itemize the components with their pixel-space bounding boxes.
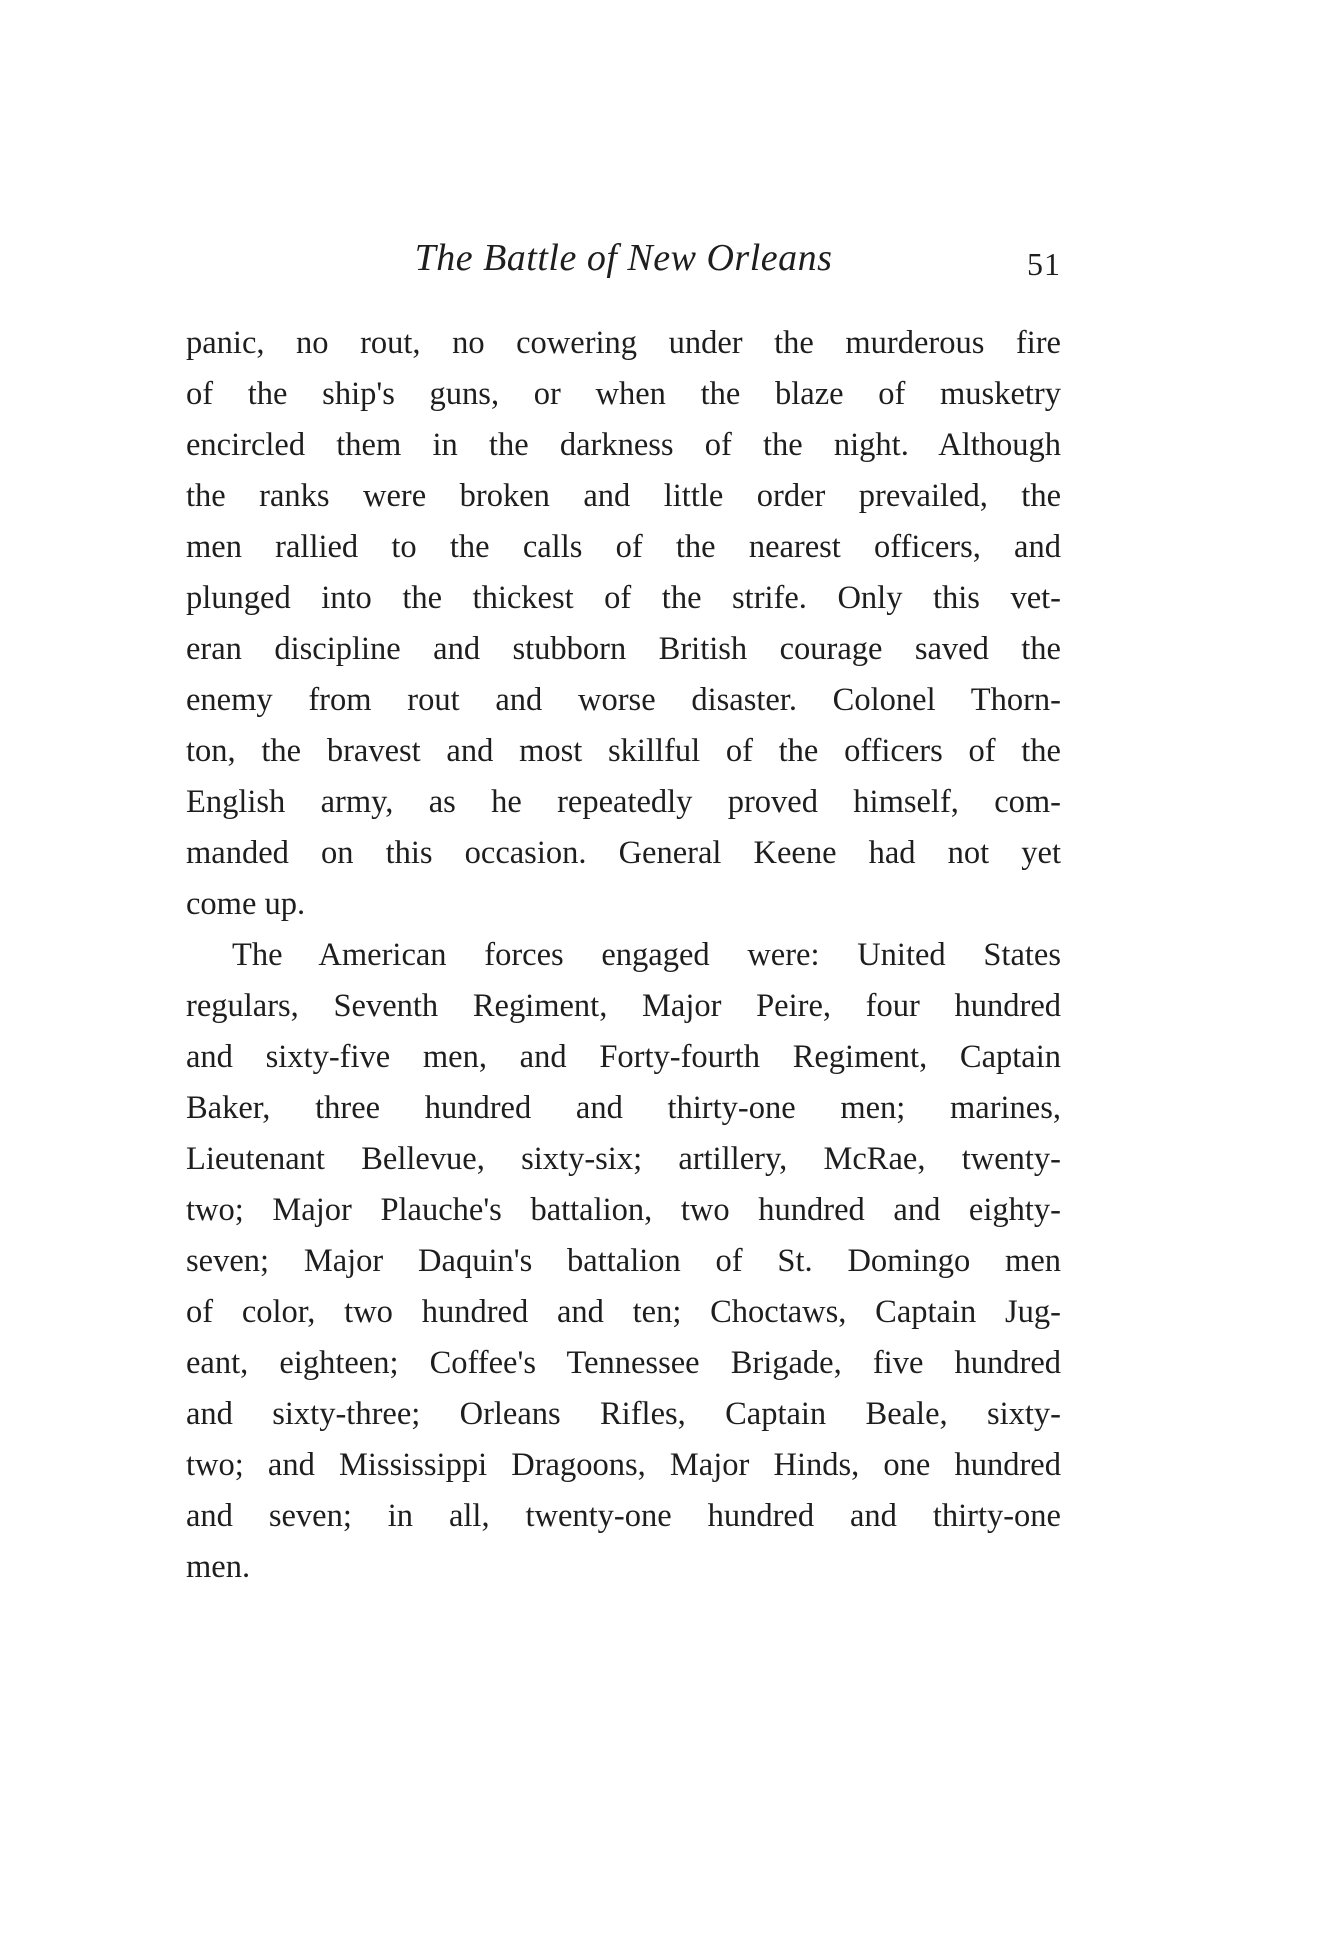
body-text: [186, 318, 1061, 1593]
text-line: seven; Major Daquin's battalion of St. Domingo men: [186, 1243, 1061, 1279]
text-line: men rallied to the calls of the nearest officers, and: [186, 529, 1061, 565]
text-line: ton, the bravest and most skillful of the officers of the: [186, 733, 1061, 769]
paragraph-2: [186, 930, 1061, 1593]
text-line: manded on this occasion. General Keene had not yet: [186, 835, 1061, 871]
text-line: English army, as he repeatedly proved himself, com-: [186, 784, 1061, 820]
text-line: and seven; in all, twenty-one hundred and thirty-one: [186, 1498, 1061, 1534]
text-line: men.: [186, 1549, 251, 1585]
text-line: of color, two hundred and ten; Choctaws, Captain Jug-: [186, 1294, 1061, 1330]
text-line: Baker, three hundred and thirty-one men; marines,: [186, 1090, 1061, 1126]
paragraph-1: [186, 318, 1061, 930]
running-title: The Battle of New Orleans: [414, 237, 833, 279]
text-line: The American forces engaged were: United States: [232, 937, 1061, 973]
text-line: of the ship's guns, or when the blaze of musketry: [186, 376, 1061, 412]
text-line: enemy from rout and worse disaster. Colonel Thorn-: [186, 682, 1061, 718]
page-number: 51: [1027, 246, 1061, 282]
text-line: come up.: [186, 886, 306, 922]
text-line: two; and Mississippi Dragoons, Major Hinds, one hundred: [186, 1447, 1061, 1483]
text-line: Lieutenant Bellevue, sixty-six; artillery, McRae, twenty-: [186, 1141, 1061, 1177]
text-line: eant, eighteen; Coffee's Tennessee Brigade, five hundred: [186, 1345, 1061, 1381]
text-line: the ranks were broken and little order prevailed, the: [186, 478, 1061, 514]
text-line: and sixty-five men, and Forty-fourth Regiment, Captain: [186, 1039, 1061, 1075]
running-head: [186, 233, 1061, 283]
text-line: encircled them in the darkness of the night. Although: [186, 427, 1061, 463]
text-line: two; Major Plauche's battalion, two hundred and eighty-: [186, 1192, 1061, 1228]
text-line: eran discipline and stubborn British courage saved the: [186, 631, 1061, 667]
text-line: plunged into the thickest of the strife. Only this vet-: [186, 580, 1061, 616]
text-line: panic, no rout, no cowering under the murderous fire: [186, 325, 1061, 361]
text-line: regulars, Seventh Regiment, Major Peire, four hundred: [186, 988, 1061, 1024]
text-line: and sixty-three; Orleans Rifles, Captain Beale, sixty-: [186, 1396, 1061, 1432]
